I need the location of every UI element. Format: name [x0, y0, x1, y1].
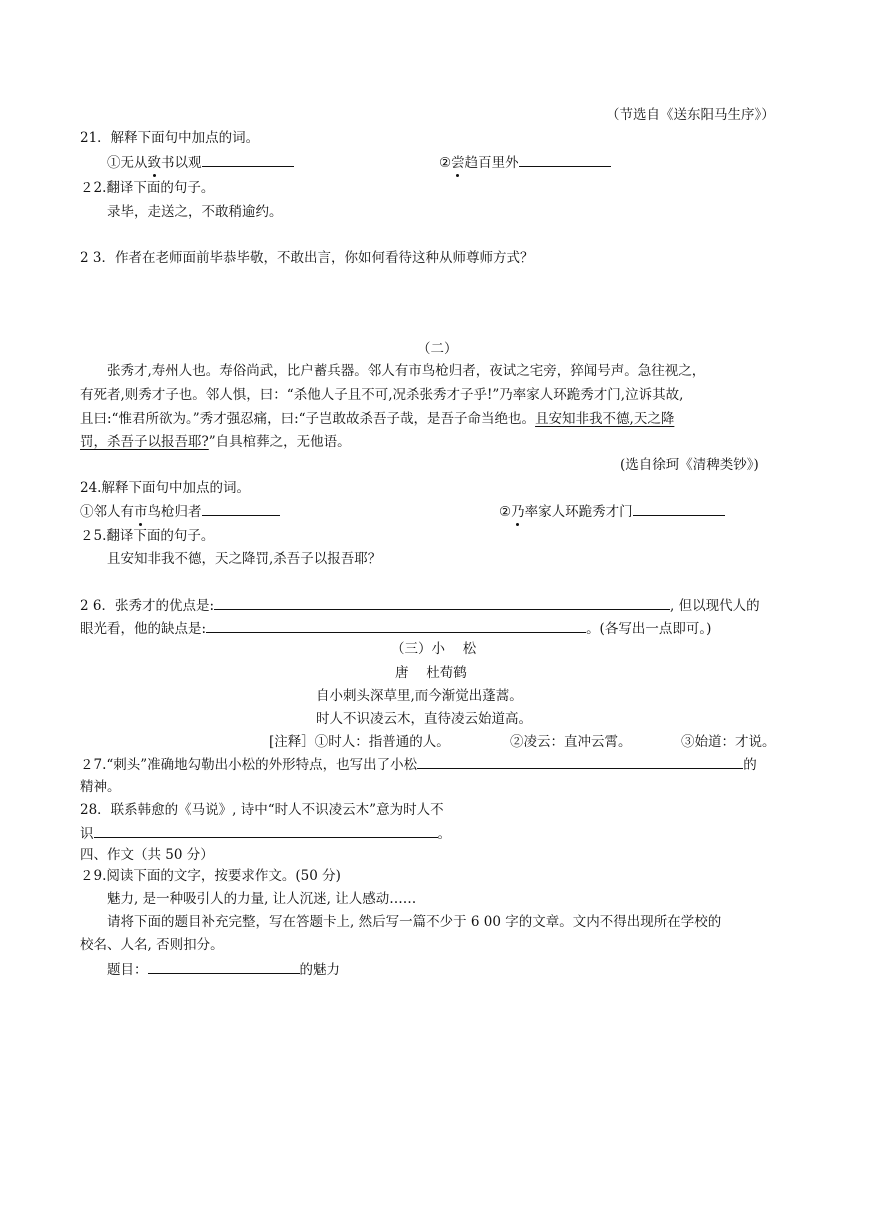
dotted-word: 乃: [511, 504, 525, 520]
question-24-item-b: ②乃率家人环跪秀才门: [499, 501, 725, 522]
question-21-item-b: ②尝趋百里外: [439, 152, 611, 173]
passage-2-line-1: 张秀才,寿州人也。寿俗尚武，比户蓄兵器。邻人有市鸟枪归者，夜试之宅旁，猝闻号声。急往视之，: [107, 363, 706, 379]
question-24-item-a: ①邻人有市鸟枪归者: [80, 501, 280, 522]
question-25-stem: ２5.翻译下面的句子。: [80, 528, 215, 544]
answer-blank[interactable]: [94, 823, 438, 838]
poem-note-3: ③始道：才说。: [681, 734, 776, 750]
answer-blank[interactable]: [214, 595, 670, 610]
question-22-sentence: 录毕，走送之，不敢稍逾约。: [107, 204, 283, 220]
question-24-stem: 24.解释下面句中加点的词。: [80, 480, 250, 496]
answer-blank[interactable]: [202, 152, 294, 167]
poem-note-1: [注释］①时人：指普通的人。: [269, 734, 450, 750]
question-26-line-1: 2 6．张秀才的优点是: , 但以现代人的: [80, 595, 760, 616]
essay-title-line: 题目： 的魅力: [107, 959, 340, 980]
question-26-line-2: 眼光看，他的缺点是: 。(各写出一点即可。): [80, 618, 711, 639]
poem-author: 唐 杜荀鹤: [395, 665, 467, 681]
essay-title-blank[interactable]: [148, 959, 300, 974]
answer-blank[interactable]: [633, 501, 725, 516]
source-note-1: （节选自《送东阳马生序》）: [606, 107, 775, 123]
question-21-item-a: ①无从致书以观: [107, 152, 294, 173]
essay-prompt-line-2: 请将下面的题目补充完整，写在答题卡上, 然后写一篇不少于 6 00 字的文章。文内不得出现所在学校的: [107, 914, 722, 930]
passage-2-line-3: 且曰:“惟君所欲为。”秀才强忍痛，曰:“子岂敢故杀吾子哉，是吾子命当绝也。且安知非我不德,天之降: [80, 411, 675, 427]
question-27-line-2: 精神。: [80, 779, 121, 795]
underlined-sentence: 罚，杀吾子以报吾耶?: [80, 434, 209, 450]
passage-2-line-4: 罚，杀吾子以报吾耶?”自具棺葬之，无他语。: [80, 434, 351, 450]
poem-line-2: 时人不识凌云木，直待凌云始道高。: [316, 711, 532, 727]
poem-title: （三）小 松: [391, 641, 477, 657]
answer-blank[interactable]: [202, 501, 280, 516]
underlined-sentence: 且安知非我不德,天之降: [535, 411, 675, 427]
dotted-word: 市: [134, 504, 148, 520]
dotted-word: 尝: [451, 155, 465, 171]
essay-prompt-line-1: 魅力, 是一种吸引人的力量, 让人沉迷, 让人感动……: [107, 891, 417, 907]
question-28-line-1: 28．联系韩愈的《马说》, 诗中“时人不识凌云木”意为时人不: [80, 802, 444, 818]
poem-note-2: ②凌云：直冲云霄。: [510, 734, 632, 750]
question-29-stem: ２9.阅读下面的文字，按要求作文。(50 分): [80, 868, 341, 884]
question-25-sentence: 且安知非我不德，天之降罚,杀吾子以报吾耶？: [107, 551, 382, 567]
dotted-word: 致: [147, 155, 161, 171]
question-22-stem: ２2.翻译下面的句子。: [80, 180, 215, 196]
answer-blank[interactable]: [519, 152, 611, 167]
question-28-line-2: 识 。: [80, 823, 451, 844]
section-4-heading: 四、作文（共 50 分）: [80, 847, 214, 863]
question-23-stem: 2 3．作者在老师面前毕恭毕敬，不敢出言，你如何看待这种从师尊师方式？: [80, 250, 534, 266]
answer-blank[interactable]: [417, 754, 743, 769]
poem-line-1: 自小刺头深草里,而今渐觉出蓬蒿。: [316, 688, 523, 704]
passage-2-line-2: 有死者,则秀才子也。邻人惧，曰：“杀他人子且不可,况杀张秀才子乎!”乃率家人环跪秀才门,泣诉其故,: [80, 387, 684, 403]
section-2-heading: （二）: [417, 341, 458, 357]
question-27-line-1: ２7.“刺头”准确地勾勒出小松的外形特点，也写出了小松 的: [80, 754, 757, 775]
source-note-2: (选自徐珂《清稗类钞》): [620, 457, 759, 473]
answer-blank[interactable]: [206, 618, 586, 633]
question-21-stem: 21．解释下面句中加点的词。: [80, 130, 260, 146]
essay-prompt-line-3: 校名、人名, 否则扣分。: [80, 937, 224, 953]
